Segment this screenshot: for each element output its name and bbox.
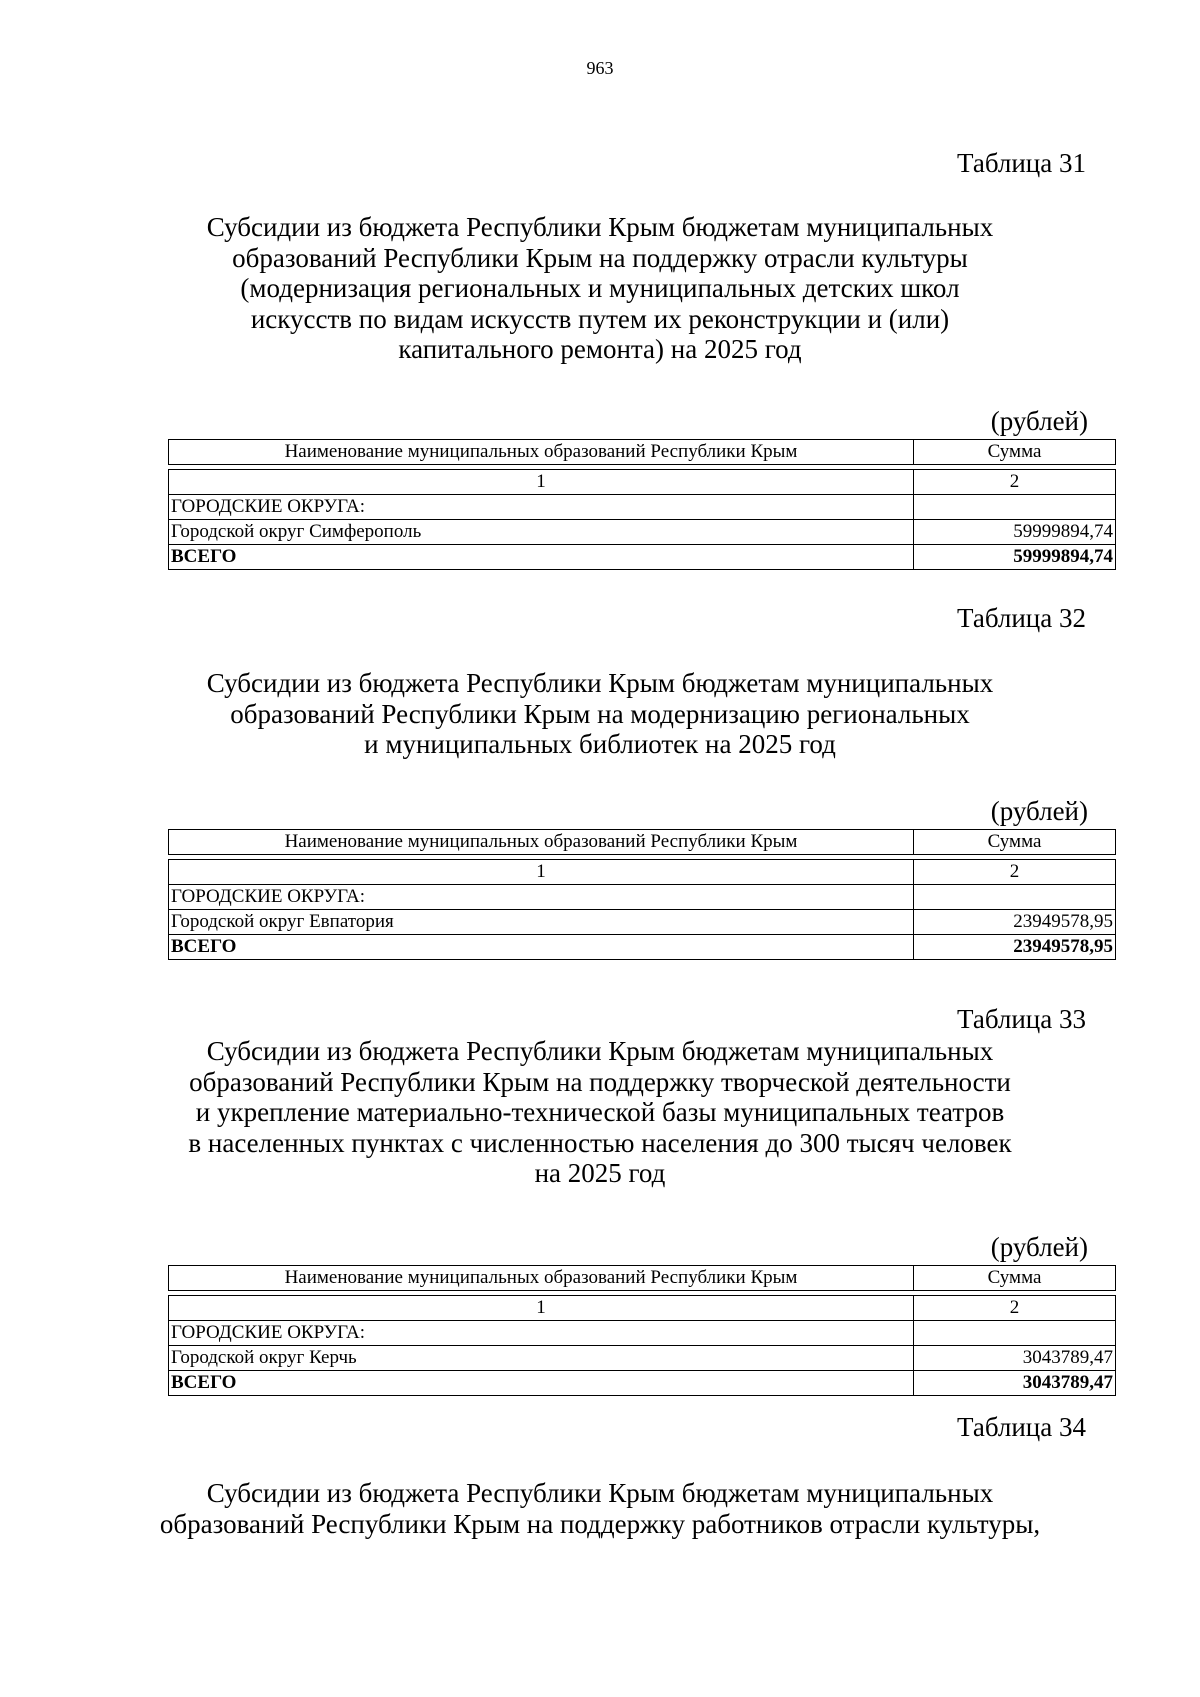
- col-sum-header: Сумма: [914, 830, 1116, 855]
- col-number-1: 1: [169, 1296, 914, 1321]
- col-number-2: 2: [914, 860, 1116, 885]
- group-label: ГОРОДСКИЕ ОКРУГА:: [169, 1321, 914, 1346]
- group-label: ГОРОДСКИЕ ОКРУГА:: [169, 885, 914, 910]
- group-row: [169, 1321, 1116, 1346]
- total-row: [169, 935, 1116, 960]
- group-row: [169, 495, 1116, 520]
- table-row: [169, 910, 1116, 935]
- col-sum-header: Сумма: [914, 440, 1116, 465]
- table-32-unit: (рублей): [990, 796, 1088, 826]
- total-sum: 59999894,74: [914, 545, 1116, 570]
- table-31-unit: (рублей): [990, 406, 1088, 436]
- table-header-row: [169, 440, 1116, 465]
- col-sum-header: Сумма: [914, 1266, 1116, 1291]
- table-34-heading: Субсидии из бюджета Республики Крым бюджетам муниципальных образований Республики Крым на поддержку работников отрасли культуры,: [159, 1478, 1041, 1539]
- table-31: [168, 439, 1116, 570]
- total-row: [169, 1371, 1116, 1396]
- table-33-heading: Субсидии из бюджета Республики Крым бюджетам муниципальных образований Республики Крым на поддержку творческой деятельности и укрепление материально-технической базы муниципальных театров в населенных пунктах с численностью населения до 300 тысяч человек на 2025 год: [188, 1036, 1012, 1188]
- total-sum: 23949578,95: [914, 935, 1116, 960]
- total-row: [169, 545, 1116, 570]
- total-label: ВСЕГО: [169, 545, 914, 570]
- municipality-name: Городской округ Симферополь: [169, 520, 914, 545]
- total-sum: 3043789,47: [914, 1371, 1116, 1396]
- municipality-name: Городской округ Керчь: [169, 1346, 914, 1371]
- table-32-label: Таблица 32: [957, 603, 1086, 633]
- column-number-row: [169, 1296, 1116, 1321]
- col-name-header: Наименование муниципальных образований Республики Крым: [169, 440, 914, 465]
- municipality-name: Городской округ Евпатория: [169, 910, 914, 935]
- col-number-2: 2: [914, 470, 1116, 495]
- table-31-label: Таблица 31: [957, 148, 1086, 178]
- total-label: ВСЕГО: [169, 1371, 914, 1396]
- table-header-row: [169, 1266, 1116, 1291]
- column-number-row: [169, 860, 1116, 885]
- total-label: ВСЕГО: [169, 935, 914, 960]
- table-row: [169, 1346, 1116, 1371]
- col-number-1: 1: [169, 470, 914, 495]
- group-row: [169, 885, 1116, 910]
- col-name-header: Наименование муниципальных образований Республики Крым: [169, 830, 914, 855]
- page-number: 963: [586, 58, 614, 78]
- table-32-heading: Субсидии из бюджета Республики Крым бюджетам муниципальных образований Республики Крым на модернизацию региональных и муниципальных библиотек на 2025 год: [206, 668, 994, 759]
- table-header-row: [169, 830, 1116, 855]
- table-32: [168, 829, 1116, 960]
- col-number-2: 2: [914, 1296, 1116, 1321]
- table-34-label: Таблица 34: [957, 1412, 1086, 1442]
- municipality-sum: 3043789,47: [914, 1346, 1116, 1371]
- table-33-unit: (рублей): [990, 1232, 1088, 1262]
- table-row: [169, 520, 1116, 545]
- group-label: ГОРОДСКИЕ ОКРУГА:: [169, 495, 914, 520]
- col-number-1: 1: [169, 860, 914, 885]
- table-31-heading: Субсидии из бюджета Республики Крым бюджетам муниципальных образований Республики Крым на поддержку отрасли культуры (модернизация региональных и муниципальных детских школ искусств по видам искусств путем их реконструкции и (или) капитального ремонта) на 2025 год: [206, 212, 994, 364]
- column-number-row: [169, 470, 1116, 495]
- col-name-header: Наименование муниципальных образований Республики Крым: [169, 1266, 914, 1291]
- table-33: [168, 1265, 1116, 1396]
- municipality-sum: 23949578,95: [914, 910, 1116, 935]
- table-33-label: Таблица 33: [957, 1004, 1086, 1034]
- municipality-sum: 59999894,74: [914, 520, 1116, 545]
